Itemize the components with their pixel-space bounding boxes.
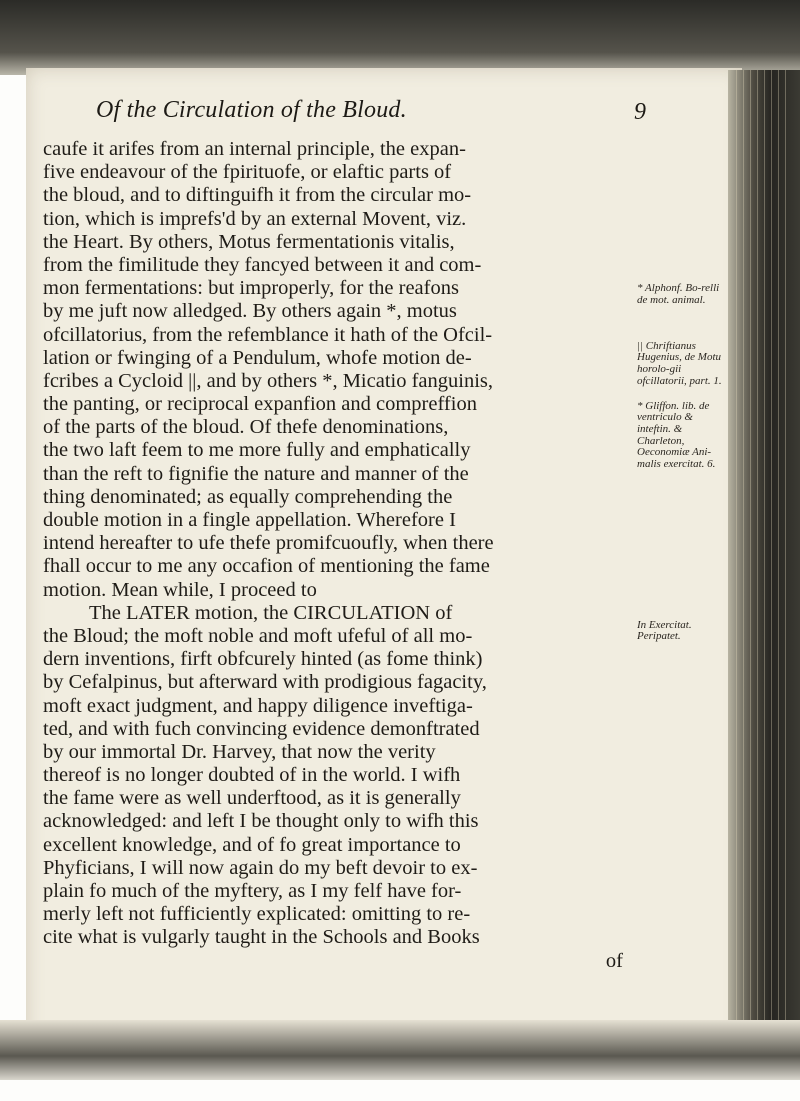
- margin-note-borelli: * Alphonf. Bo-relli de mot. animal.: [637, 283, 720, 306]
- text-line: by Cefalpinus, but afterward with prodigious fagacity,: [43, 671, 487, 694]
- text-line: motion. Mean while, I proceed to: [43, 578, 317, 601]
- text-line: fcribes a Cycloid ||, and by others *, Micatio fanguinis,: [43, 369, 493, 392]
- body-text: [43, 138, 635, 973]
- text-line: excellent knowledge, and of fo great importance to: [43, 833, 461, 856]
- text-line: of the parts of the bloud. Of thefe denominations,: [43, 416, 449, 439]
- page-stack-lines: [736, 70, 786, 1075]
- margin-note-exercitat: In Exercitat. Peripatet.: [637, 619, 692, 643]
- text-line: mon fermentations: but improperly, for the reafons: [43, 277, 459, 300]
- margin-notes: [637, 283, 729, 654]
- text-line: the fame were as well underftood, as it is generally: [43, 787, 461, 810]
- text-line: merly left not fufficiently explicated: omitting to re-: [43, 903, 471, 926]
- text-line: dern inventions, firft obfcurely hinted (as fome think): [43, 648, 483, 671]
- text-line: cite what is vulgarly taught in the Schools and Books: [43, 926, 480, 949]
- text-line: lation or fwinging of a Pendulum, whofe motion de-: [43, 346, 472, 369]
- book-bottom-edge: [0, 1020, 800, 1080]
- text-line: Phyficians, I will now again do my beft devoir to ex-: [43, 856, 478, 879]
- text-line: by me juft now alledged. By others again *, motus: [43, 300, 457, 323]
- text-line: the panting, or reciprocal expanfion and compreffion: [43, 393, 477, 416]
- text-line: than the reft to fignifie the nature and manner of the: [43, 462, 469, 485]
- margin-note-hugenius: || Chriftianus Hugenius, de Motu horolo-gii ofcillatorii, part. 1.: [637, 340, 722, 387]
- text-line: five endeavour of the fpirituofe, or elaftic parts of: [43, 161, 452, 184]
- text-line: intend hereafter to ufe thefe promifcuoufly, when there: [43, 532, 494, 555]
- text-line: from the fimilitude they fancyed between it and com-: [43, 253, 482, 276]
- text-line: thing denominated; as equally comprehending the: [43, 485, 453, 508]
- text-line: of: [605, 949, 623, 972]
- text-line: tion, which is imprefs'd by an external Movent, viz.: [43, 207, 467, 230]
- margin-note-glisson: * Gliffon. lib. de ventriculo & inteftin. & Charleton, Oeconomiæ Ani-malis exercitat. 6.: [637, 400, 716, 470]
- text-line: moft exact judgment, and happy diligence inveftiga-: [43, 694, 473, 717]
- running-head: [96, 97, 646, 129]
- book-top-edge: [0, 0, 800, 75]
- text-line: the two laft feem to me more fully and emphatically: [43, 439, 471, 462]
- text-line: The LATER motion, the CIRCULATION of: [89, 601, 453, 624]
- text-line: ted, and with fuch convincing evidence demonftrated: [43, 717, 480, 740]
- text-line: caufe it arifes from an internal principle, the expan-: [43, 138, 466, 160]
- text-line: thereof is no longer doubted of in the world. I wifh: [43, 764, 461, 787]
- margin-note-spacer: [637, 318, 729, 341]
- text-line: ofcillatorius, from the refemblance it hath of the Ofcil-: [43, 323, 493, 346]
- book-fore-edge: [728, 70, 800, 1075]
- text-line: the Bloud; the moft noble and moft ufeful of all mo-: [43, 624, 473, 647]
- text-line: plain fo much of the myftery, as I my felf have for-: [43, 880, 462, 902]
- running-title: Of the Circulation of the Bloud.: [96, 97, 407, 123]
- text-line: the Heart. By others, Motus fermentationis vitalis,: [43, 230, 455, 253]
- text-line: fhall occur to me any occafion of mentioning the fame: [43, 555, 490, 578]
- text-line: the bloud, and to diftinguifh it from the circular mo-: [43, 184, 472, 207]
- text-line: acknowledged: and left I be thought only to wifh this: [43, 810, 479, 833]
- text-line: by our immortal Dr. Harvey, that now the verity: [43, 740, 436, 763]
- text-line: double motion in a fingle appellation. Wherefore I: [43, 509, 456, 531]
- page-number: 9: [634, 99, 646, 125]
